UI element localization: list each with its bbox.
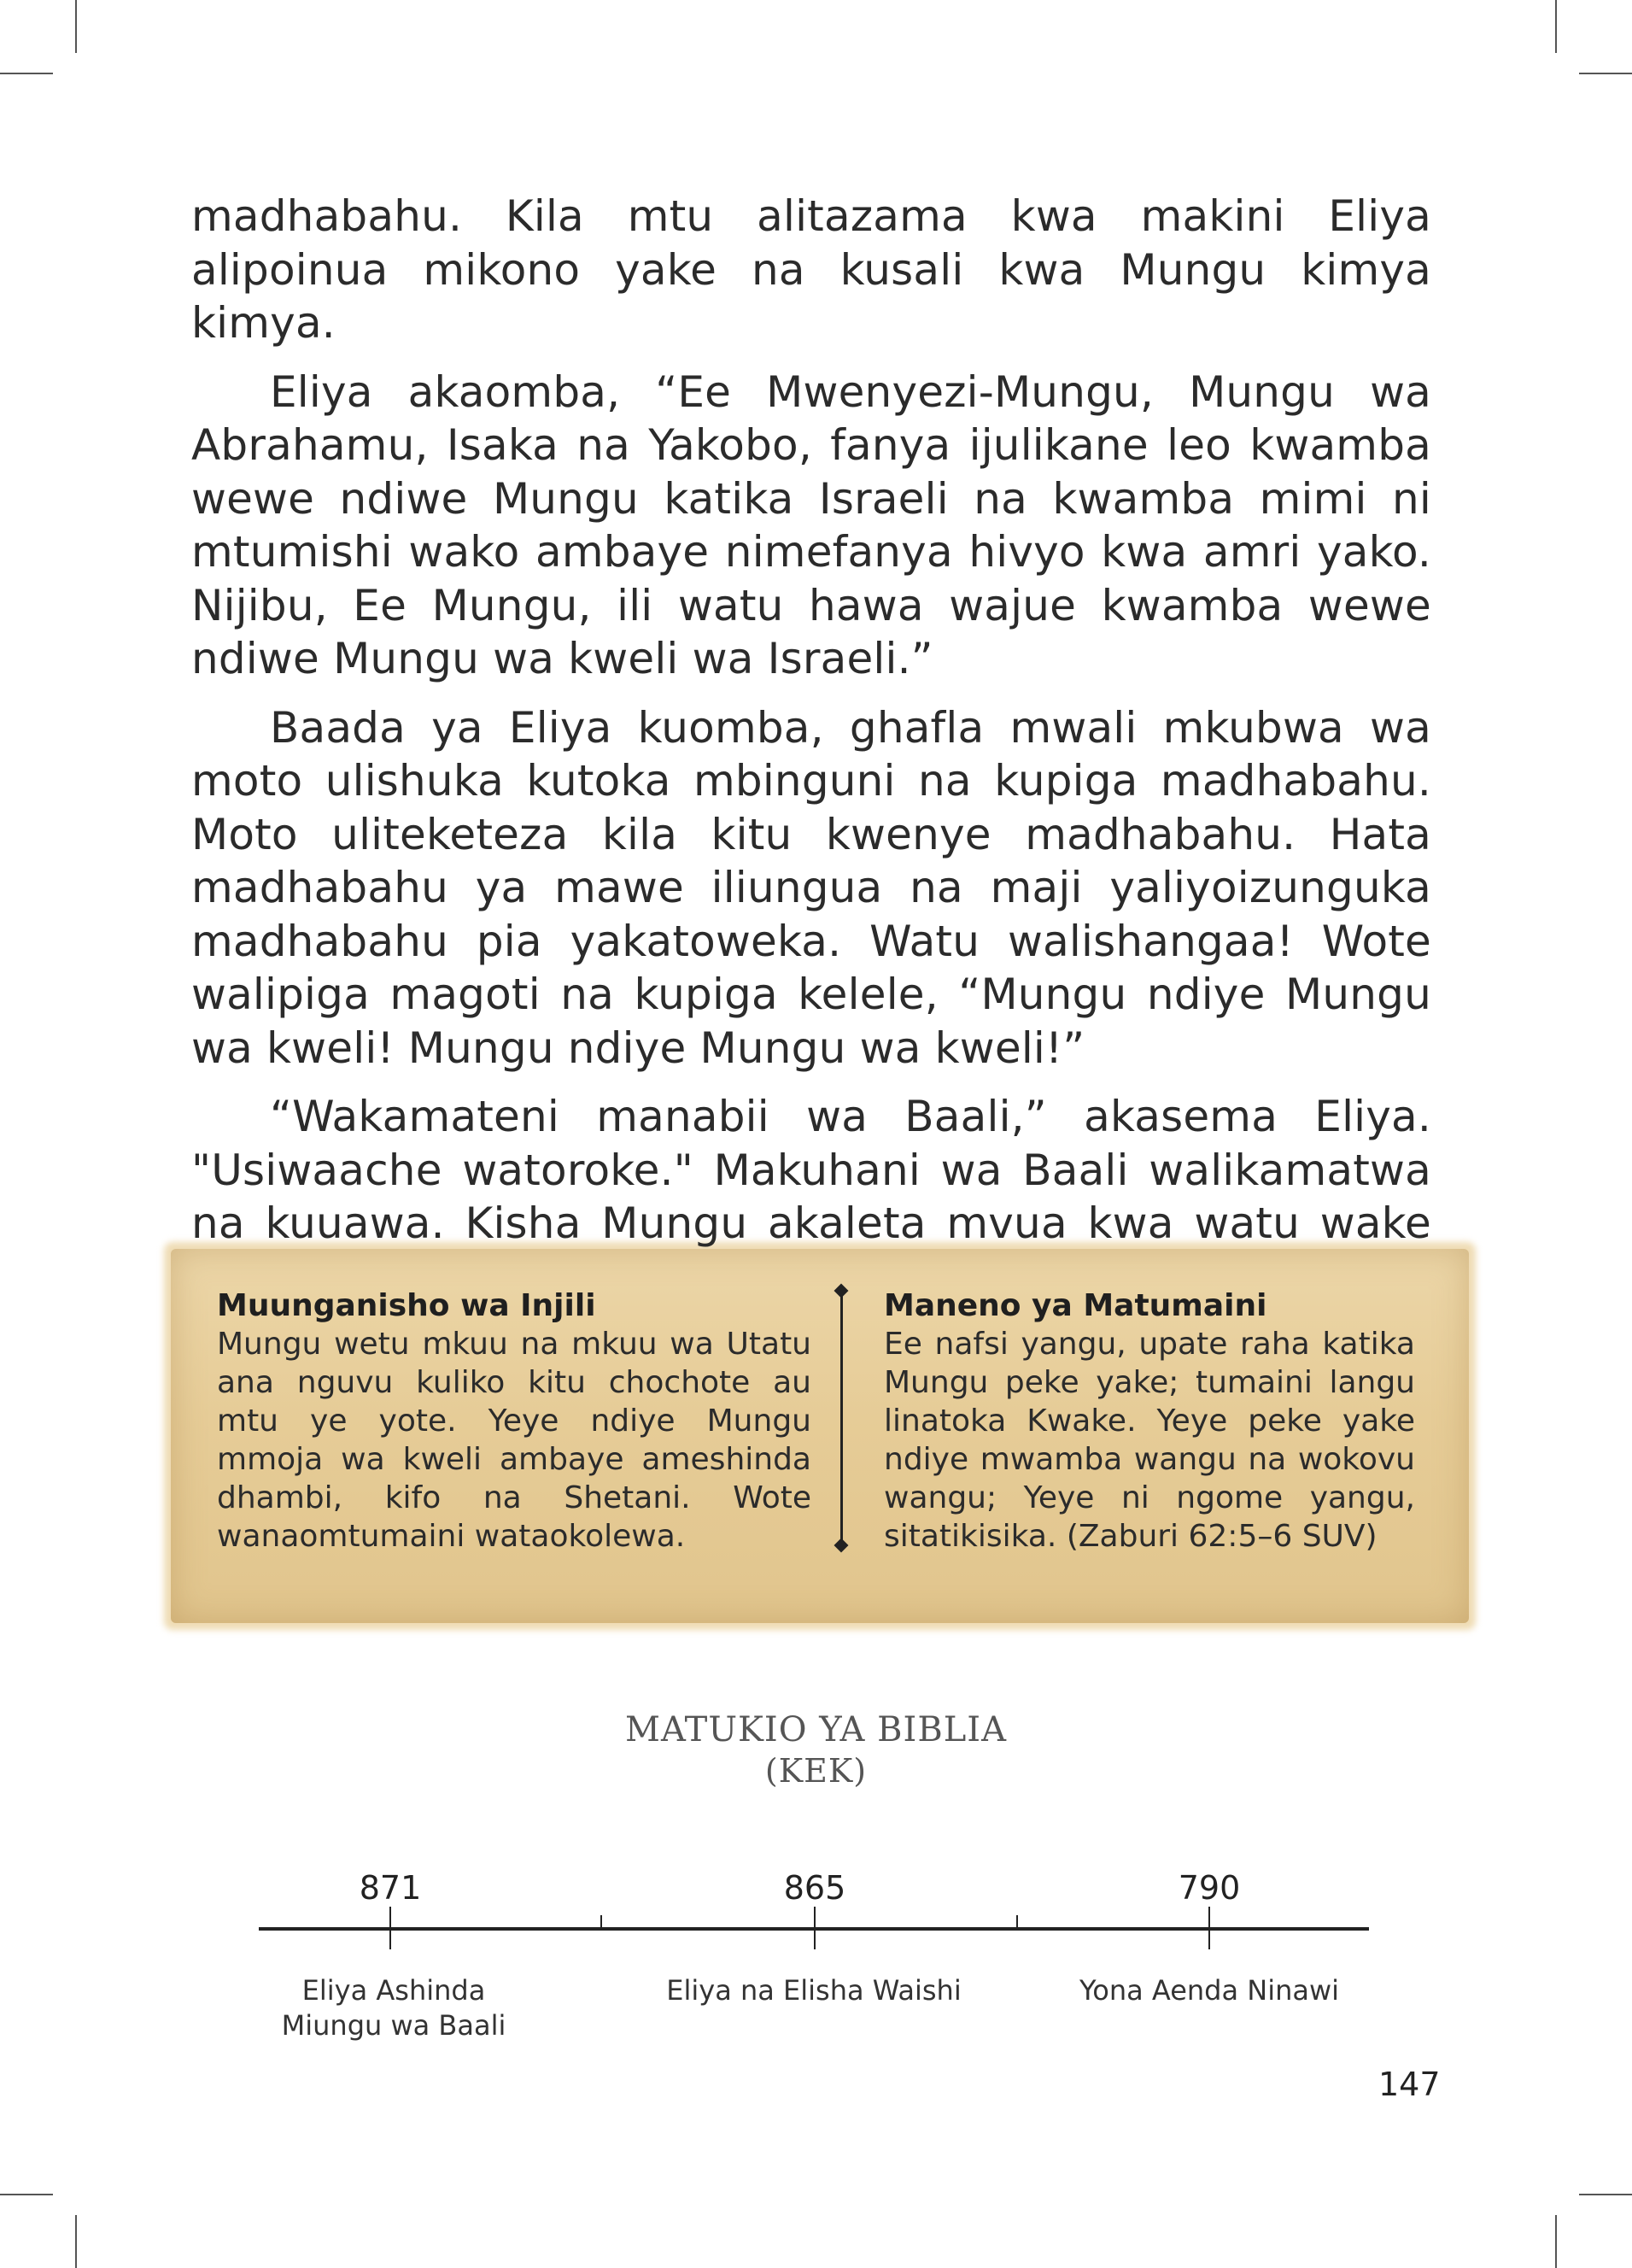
story-text xyxy=(191,190,1431,1319)
paragraph: madhabahu. Kila mtu alitazama kwa makini Eliya alipoinua mikono yake na kusali kwa Mungu kimya kimya. xyxy=(191,191,1431,348)
timeline-year: 871 xyxy=(359,1869,422,1907)
crop-mark xyxy=(75,0,77,53)
timeline-subtitle: (KEK) xyxy=(764,1752,868,1790)
crop-mark xyxy=(0,2194,53,2195)
timeline-tick-minor xyxy=(600,1915,602,1929)
timeline-event-label: Eliya Ashinda Miungu wa Baali xyxy=(281,1974,506,2042)
paragraph: Eliya akaomba, “Ee Mwenyezi-Mungu, Mungu wa Abrahamu, Isaka na Yakobo, fanya ijulikane leo kwamba wewe ndiwe Mungu katika Israeli na kwamba mimi ni mtumishi wako ambaye nimefanya hivyo kwa amri yako. Nijibu, Ee Mungu, ili watu hawa wajue kwamba wewe ndiwe Mungu wa kweli wa Israeli.” xyxy=(191,366,1431,683)
crop-mark xyxy=(1555,2215,1557,2268)
column-divider xyxy=(840,1292,843,1544)
timeline-tick-minor xyxy=(1016,1915,1018,1929)
timeline-event-label: Eliya na Elisha Waishi xyxy=(666,1974,962,2007)
timeline-title: MATUKIO YA BIBLIA xyxy=(625,1710,1007,1749)
words-of-hope-text: Ee nafsi yangu, upate raha katika Mungu peke yake; tumaini langu linatoka Kwake. Yeye peke yake ndiye mwamba wangu na wokovu wangu; Yeye ni ngome yangu, sitatikisika. (Zaburi 62:5–6 SUV) xyxy=(884,1327,1415,1554)
page-number: 147 xyxy=(1378,2066,1441,2103)
gospel-connection-heading: Muunganisho wa Injili xyxy=(217,1288,596,1323)
divider-diamond-icon xyxy=(834,1538,849,1553)
timeline-event-label: Yona Aenda Ninawi xyxy=(1079,1974,1340,2007)
words-of-hope-heading: Maneno ya Matumaini xyxy=(884,1288,1267,1323)
gospel-connection xyxy=(217,1286,811,1556)
words-of-hope xyxy=(884,1286,1415,1556)
timeline-tick xyxy=(1208,1907,1210,1949)
timeline-tick xyxy=(389,1907,391,1949)
paragraph: Baada ya Eliya kuomba, ghafla mwali mkubwa wa moto ulishuka kutoka mbinguni na kupiga madhabahu. Moto uliteketeza kila kitu kwenye madhabahu. Hata madhabahu ya mawe iliungua na maji yaliyoizunguka madhabahu pia yakatoweka. Watu walishangaa! Wote walipiga magoti na kupiga kelele, “Mungu ndiye Mungu wa kweli! Mungu ndiye Mungu wa kweli!” xyxy=(191,702,1431,1073)
crop-mark xyxy=(75,2215,77,2268)
crop-mark xyxy=(1579,2194,1632,2195)
paragraph: “Wakamateni manabii wa Baali,” akasema Eliya. "Usiwaache watoroke." Makuhani wa Baali walikamatwa na kuuawa. Kisha Mungu akaleta mvua kwa watu wake xyxy=(191,1092,1431,1248)
crop-mark xyxy=(1555,0,1557,53)
timeline-year: 790 xyxy=(1178,1869,1241,1907)
crop-mark xyxy=(1579,73,1632,74)
timeline-tick xyxy=(814,1907,816,1949)
crop-mark xyxy=(0,73,53,74)
timeline-year: 865 xyxy=(783,1869,846,1907)
parchment-callout xyxy=(171,1249,1469,1623)
gospel-connection-text: Mungu wetu mkuu na mkuu wa Utatu ana nguvu kuliko kitu chochote au mtu ye yote. Yeye ndiye Mungu mmoja wa kweli ambaye ameshinda dhambi, kifo na Shetani. Wote wanaomtumaini wataokolewa. xyxy=(217,1327,811,1554)
